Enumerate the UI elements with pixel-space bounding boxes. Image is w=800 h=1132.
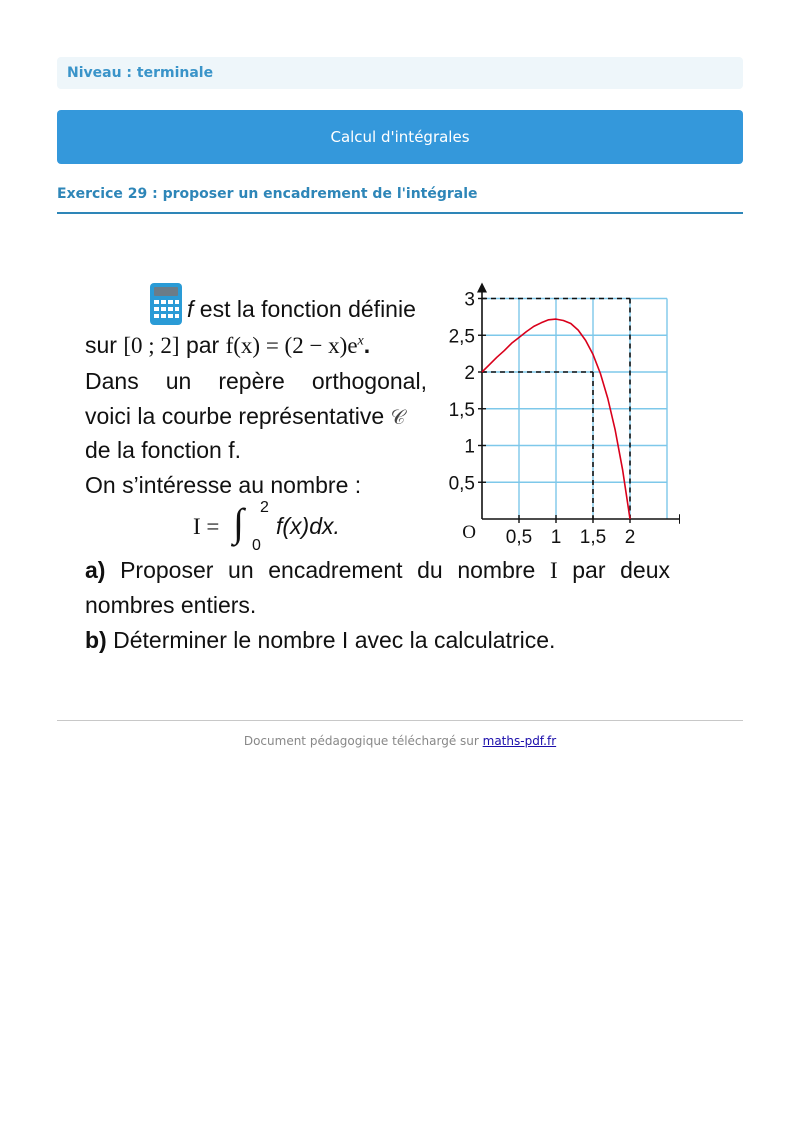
y-tick-label: 2 [464,363,475,384]
x-tick-label: 1 [550,527,562,548]
question-a-label: a) [85,557,106,583]
exercise-line-5: de la fonction f. [85,437,241,463]
calculator-icon [150,283,182,325]
line3-word: Dans [85,368,139,394]
y-tick-label: 3 [464,289,475,311]
integral-body-text: f(x)dx. [276,513,340,539]
x-tick-label: 1,5 [579,527,607,548]
line2-a: sur [85,332,124,358]
exercise-line-1: f est la fonction définie [187,296,416,322]
x-tick-label: 2 [624,527,636,548]
y-tick-label: 1 [464,436,475,458]
footer-text: Document pédagogique téléchargé sur [243,734,483,748]
y-axis-arrow [477,283,487,293]
origin-label: O [462,522,476,543]
function-chart [440,278,680,553]
question-a-line-2: nombres entiers. [85,592,257,618]
qa-word: par [572,557,606,583]
page-title: Calcul d'intégrales [57,110,743,164]
y-tick-label: 0,5 [448,473,475,495]
exercise-line-6: On s’intéresse au nombre : [85,472,362,498]
line2-b: par [179,332,226,358]
line3-word: repère [218,368,285,394]
footer-divider [57,720,743,721]
integral-upper: 2 [260,499,269,516]
question-a-line-1 [85,559,670,582]
exercise-line-4 [85,405,405,428]
y-tick-label: 1,5 [448,399,475,421]
integral-sign: ∫ [233,500,244,545]
qa-word: un [228,557,254,583]
footer [57,734,743,748]
footer-link[interactable]: maths-pdf.fr [482,734,557,748]
integral-body [276,515,340,538]
qa-word: I [549,558,558,583]
question-b-text: Déterminer le nombre I avec la calculatrice. [113,627,556,653]
line3-word: orthogonal, [311,368,427,394]
line2-exp: x [357,333,364,349]
line4-text: voici la courbe représentative [85,403,385,429]
qa-word: deux [620,557,670,583]
line2-end: . [363,332,371,358]
line2-formula: f(x) = (2 − x)e [225,333,358,358]
exercise-line-2 [85,334,370,357]
qa-word: Proposer [120,557,214,583]
curve-symbol: 𝒞 [390,407,406,429]
x-axis-arrow [679,514,680,524]
level-badge: Niveau : terminale [57,57,743,89]
integral-lower: 0 [252,537,261,554]
exercise-line-1-rest: est la fonction définie [193,296,416,322]
x-tick-label: 0,5 [505,527,533,548]
exercise-line-3 [85,370,427,393]
y-tick-label: 2,5 [448,326,475,348]
question-b-label: b) [85,627,107,653]
line3-word: un [165,368,192,394]
exercise-heading: Exercice 29 : proposer un encadrement de l'intégrale [57,186,743,214]
qa-word: du [417,557,443,583]
line2-interval: [0 ; 2] [123,333,180,358]
integral-lhs: I = [193,514,220,539]
question-b [85,629,555,652]
qa-word: nombre [457,557,536,583]
qa-word: encadrement [268,557,403,583]
